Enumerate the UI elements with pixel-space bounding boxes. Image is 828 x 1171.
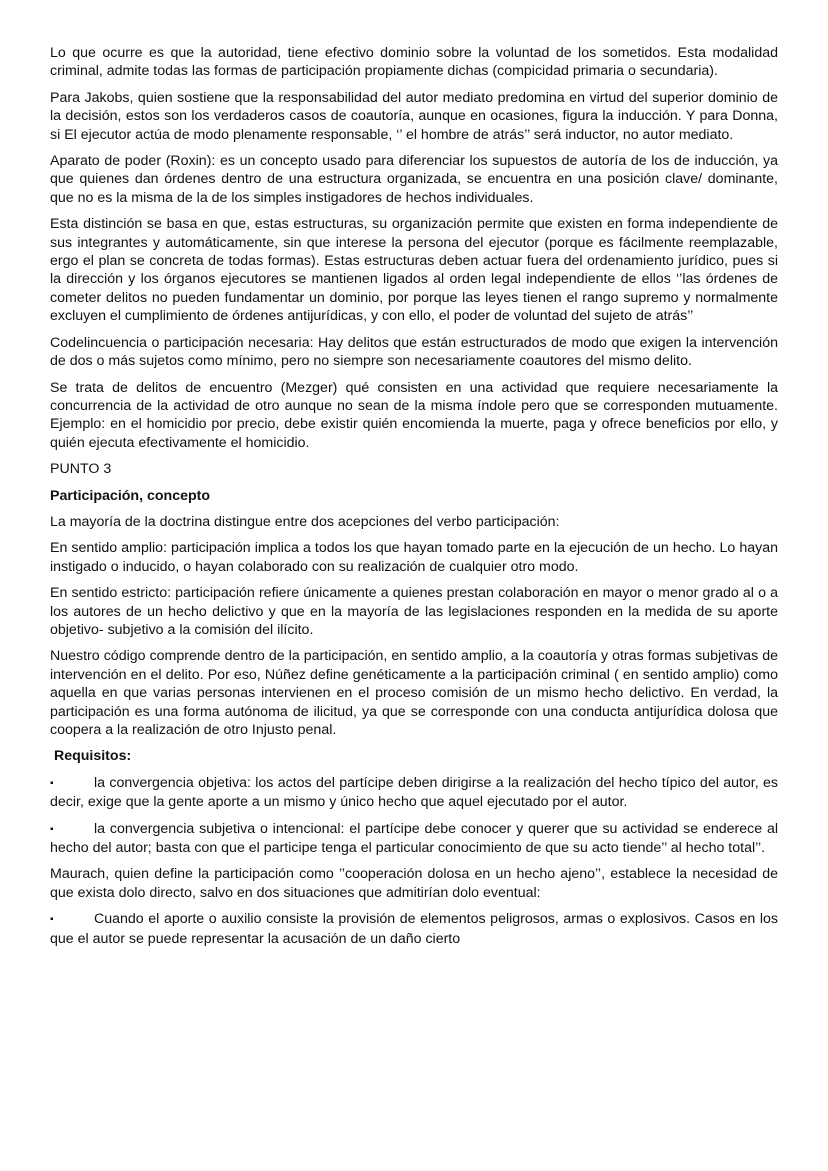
bullet-aporte-auxilio <box>50 910 778 948</box>
paragraph-jakobs: Para Jakobs, quien sostiene que la responsabilidad del autor mediato predomina en virtud del superior dominio de la decisión, estos son los verdaderos casos de coautoría, aunque en ocasiones, figura la inducción. Y para Donna, si El ejecutor actúa de modo plenamente responsable, ‘’ el hombre de atrás’’ será inductor, no autor mediato. <box>50 89 778 143</box>
heading-participacion-concepto: Participación, concepto <box>50 487 211 504</box>
bullet-convergencia-subjetiva <box>50 820 778 858</box>
paragraph-sentido-estricto: En sentido estricto: participación refiere únicamente a quienes prestan colaboración en mayor o menor grado al o a los autores de un hecho delictivo y que en la mayoría de las legislaciones responden en la medida de su aporte objetivo- subjetivo a la comisión del ilícito. <box>50 585 778 638</box>
section-label-punto-3: PUNTO 3 <box>50 461 112 478</box>
bullet-icon: ▪ <box>50 914 54 926</box>
paragraph-autoridad: Lo que ocurre es que la autoridad, tiene efectivo dominio sobre la voluntad de los sometidos. Esta modalidad criminal, admite todas las formas de participación propiamente dichas (compicidad primaria o secundaria). <box>50 45 778 80</box>
paragraph-codelincuencia: Codelincuencia o participación necesaria: Hay delitos que están estructurados de modo que exigen la intervención de dos o más sujetos como mínimo, pero no siempre son necesariamente coautores del mismo delito. <box>50 334 778 370</box>
paragraph-nuestro-codigo: Nuestro código comprende dentro de la participación, en sentido amplio, a la coautoría y otras formas subjetivas de intervención en el delito. Por eso, Núñez define genéticamente a la participación criminal ( en sentido amplio) como aquella en que varias personas intervienen en el proceso comisión de un mismo hecho delictivo. En verdad, la participación es una forma autónoma de ilicitud, ya que se corresponde con una conducta antijurídica dolosa que coopera a la realización de otro Injusto penal. <box>50 648 778 738</box>
bullet-text: Cuando el aporte o auxilio consiste la provisión de elementos peligrosos, armas o explosivos. Casos en los que el autor se puede representar la acusación de un daño cierto <box>50 911 778 947</box>
bullet-icon: ▪ <box>50 823 54 835</box>
bullet-text: la convergencia subjetiva o intencional: el partícipe debe conocer y querer que su actividad se enderece al hecho del autor; basta con que el participe tenga el particular conocimiento de que su acto tiende’’ al hecho total’’. <box>50 820 778 857</box>
paragraph-aparato-de-poder: Aparato de poder (Roxin): es un concepto usado para diferenciar los supuestos de autoría de los de inducción, ya que quienes dan órdenes dentro de una estructura organizada, se encuentra en una posición clave/ dominante, que no es la misma de la de los simples instigadores de hechos individuales. <box>50 153 778 206</box>
paragraph-delitos-de-encuentro: Se trata de delitos de encuentro (Mezger) qué consisten en una actividad que requiere necesariamente la concurrencia de la actividad de otro aunque no sean de la misma índole pero que se corresponden mutuamente. Ejemplo: en el homicidio por precio, debe existir quién encomienda la muerte, paga y ofrece beneficios por ello, y quién ejecuta efectivamente el homicidio. <box>50 379 778 451</box>
paragraph-maurach: Maurach, quien define la participación como ’’cooperación dolosa en un hecho ajeno’’, establece la necesidad de que exista dolo directo, salvo en dos situaciones que admitirían dolo eventual: <box>50 866 778 901</box>
bullet-icon: ▪ <box>50 777 54 789</box>
paragraph-estructuras: Esta distinción se basa en que, estas estructuras, su organización permite que existen en forma independiente de sus integrantes y automáticamente, sin que interese la persona del ejecutor (porque es fácilmente reemplazable, ergo el plan se concreta de todas formas). Estas estructuras deben actuar fuera del ordenamiento jurídico, pues si la dirección y los órganos ejecutores se mantienen ligados al orden legal independiente de ellos ‘’las órdenes de cometer delitos no pueden fundamentar un dominio, por porque las leyes tienen el rango supremo y normalmente excluyen el cumplimiento de órdenes antijurídicas, y con ello, el poder de voluntad del sujeto de atrás’’ <box>50 216 778 325</box>
heading-requisitos: Requisitos: <box>50 748 132 765</box>
bullet-text: la convergencia objetiva: los actos del partícipe deben dirigirse a la realización del hecho típico del autor, es decir, exige que la gente aporte a un mismo y único hecho que aquel ejecutado por el autor. <box>50 774 778 811</box>
paragraph-doctrina: La mayoría de la doctrina distingue entre dos acepciones del verbo participación: <box>50 513 560 530</box>
paragraph-sentido-amplio: En sentido amplio: participación implica a todos los que hayan tomado parte en la ejecución de un hecho. Lo hayan instigado o inducido, o hayan colaborado con su realización de cualquier otro modo. <box>50 540 778 575</box>
bullet-convergencia-objetiva <box>50 774 778 812</box>
